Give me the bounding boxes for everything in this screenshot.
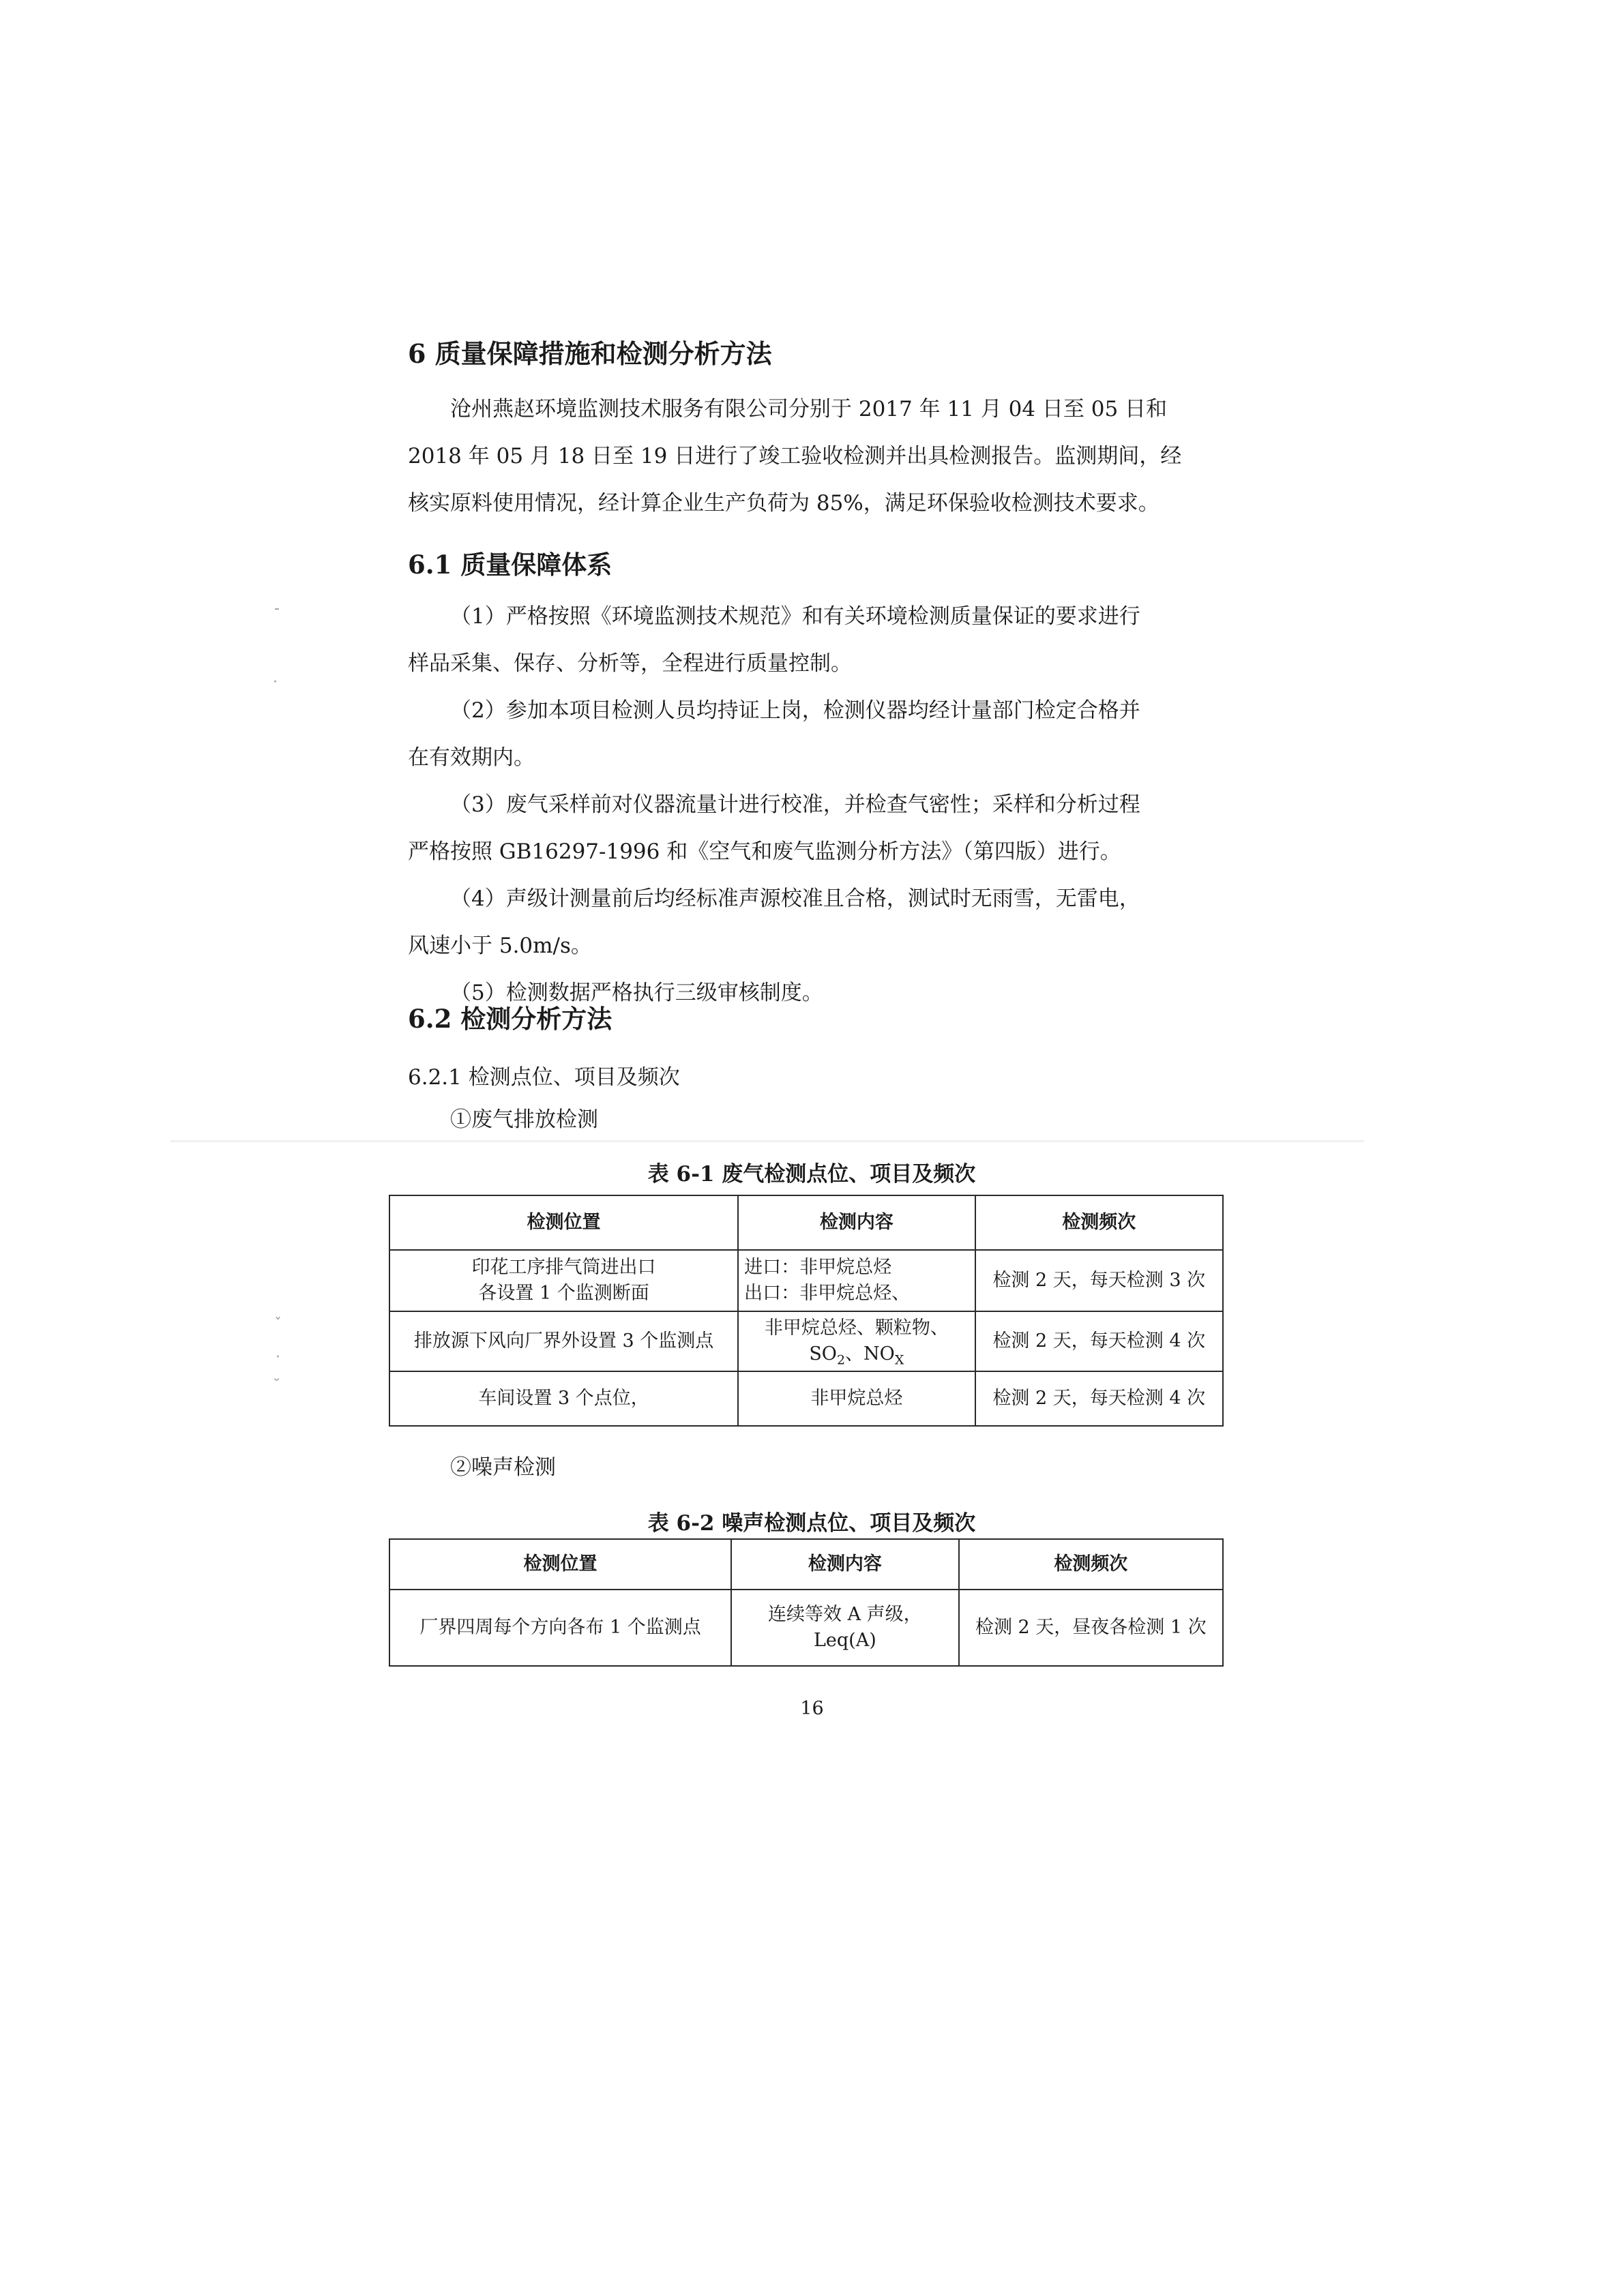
qa-item-2-line-2: 在有效期内。: [408, 745, 535, 770]
table-row: [389, 1371, 1223, 1426]
intro-line: 2018 年 05 月 18 日至 19 日进行了竣工验收检测并出具检测报告。监测期间，经: [408, 444, 1182, 468]
subsubsection-heading: 6.2.1 检测点位、项目及频次: [408, 1065, 680, 1090]
table-cell-frequency: 检测 2 天，每天检测 3 次: [975, 1250, 1223, 1311]
noise-table: [389, 1538, 1224, 1667]
scan-speck: -: [274, 600, 280, 617]
table-row: [389, 1311, 1223, 1371]
qa-item-1-line-2: 样品采集、保存、分析等，全程进行质量控制。: [408, 651, 852, 676]
table-header-cell: 检测频次: [959, 1539, 1223, 1590]
subsection-heading-qa: 6.1 质量保障体系: [408, 550, 612, 580]
qa-item-5-line-1: （5）检测数据严格执行三级审核制度。: [450, 981, 823, 1005]
table-cell-location: 排放源下风向厂界外设置 3 个监测点: [389, 1311, 738, 1371]
table-cell-location: 印花工序排气筒进出口 各设置 1 个监测断面: [389, 1250, 738, 1311]
table-header-cell: 检测位置: [389, 1539, 731, 1590]
section-heading: 6 质量保障措施和检测分析方法: [408, 338, 772, 369]
qa-item-4-line-1: （4）声级计测量前后均经标准声源校准且合格，测试时无雨雪，无雷电，: [450, 886, 1140, 911]
intro-paragraph: [408, 386, 1213, 527]
table-cell-content: 非甲烷总烃: [738, 1371, 975, 1426]
scan-speck: ˇ: [274, 1316, 282, 1333]
qa-item-3-line-2: 严格按照 GB16297-1996 和《空气和废气监测分析方法》（第四版）进行。: [408, 839, 1121, 864]
table-header-row: [389, 1539, 1223, 1590]
table-cell-frequency: 检测 2 天，每天检测 4 次: [975, 1371, 1223, 1426]
table-header-cell: 检测频次: [975, 1195, 1223, 1250]
page-number: 16: [800, 1698, 824, 1719]
table-row: [389, 1590, 1223, 1666]
table-cell-frequency: 检测 2 天，昼夜各检测 1 次: [959, 1590, 1223, 1666]
qa-item-2-line-1: （2）参加本项目检测人员均持证上岗，检测仪器均经计量部门检定合格并: [450, 698, 1140, 723]
scan-speck: ·: [276, 1349, 280, 1366]
intro-line: 核实原料使用情况，经计算企业生产负荷为 85%，满足环保验收检测技术要求。: [408, 491, 1160, 516]
subsection-heading-methods: 6.2 检测分析方法: [408, 1004, 612, 1034]
table1-caption: 表 6-1 废气检测点位、项目及频次: [647, 1162, 976, 1187]
table-cell-content: 进口：非甲烷总烃 出口：非甲烷总烃、: [738, 1250, 975, 1311]
scan-speck: ˘: [273, 1377, 280, 1395]
qa-item-1-line-1: （1）严格按照《环境监测技术规范》和有关环境检测质量保证的要求进行: [450, 604, 1140, 629]
exhaust-table: [389, 1195, 1224, 1427]
table-cell-content: 非甲烷总烃、颗粒物、 $SO_2$、$NO_X$: [738, 1311, 975, 1371]
scan-artifact-line: [171, 1140, 1364, 1142]
table-cell-frequency: 检测 2 天，每天检测 4 次: [975, 1311, 1223, 1371]
table-cell-location: 厂界四周每个方向各布 1 个监测点: [389, 1590, 731, 1666]
qa-list: [408, 593, 1213, 1017]
table-header-cell: 检测位置: [389, 1195, 738, 1250]
qa-item-4-line-2: 风速小于 5.0m/s。: [408, 934, 592, 958]
intro-line: 沧州燕赵环境监测技术服务有限公司分别于 2017 年 11 月 04 日至 05 日和: [450, 397, 1168, 421]
table-cell-content: 连续等效 A 声级， Leq(A): [731, 1590, 959, 1666]
exhaust-label: ①废气排放检测: [450, 1107, 598, 1132]
table-row: [389, 1250, 1223, 1311]
table-header-cell: 检测内容: [731, 1539, 959, 1590]
qa-item-3-line-1: （3）废气采样前对仪器流量计进行校准，并检查气密性；采样和分析过程: [450, 792, 1140, 817]
table-cell-location: 车间设置 3 个点位，: [389, 1371, 738, 1426]
scan-speck: ·: [273, 674, 278, 691]
table-header-cell: 检测内容: [738, 1195, 975, 1250]
table-header-row: [389, 1195, 1223, 1250]
noise-label: ②噪声检测: [450, 1455, 556, 1480]
table2-caption: 表 6-2 噪声检测点位、项目及频次: [647, 1511, 976, 1536]
